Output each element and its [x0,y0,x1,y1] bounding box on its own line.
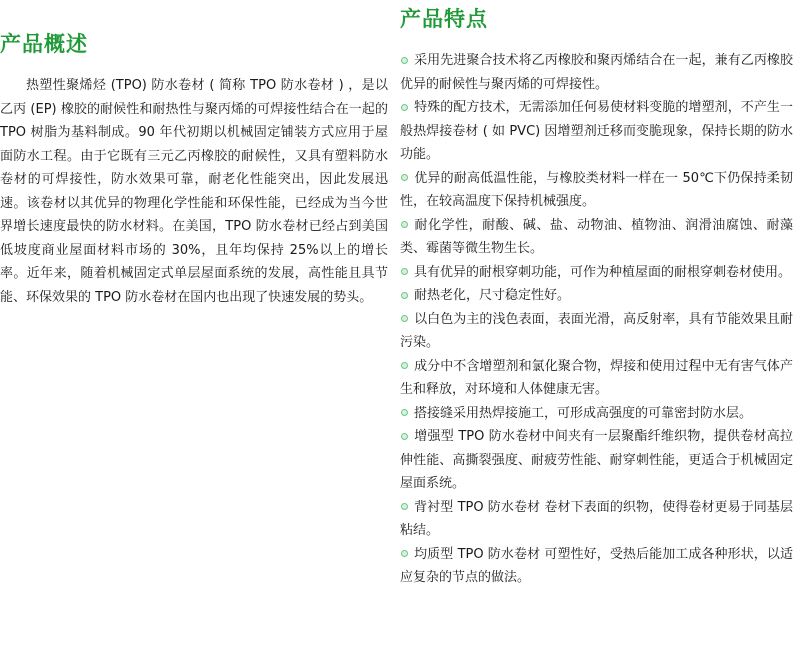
feature-text: 增强型 TPO 防水卷材中间夹有一层聚酯纤维织物，提供卷材高拉伸性能、高撕裂强度、耐疲劳性能、耐穿刺性能，更适合于机械固定屋面系统。 [400,429,793,492]
feature-text: 耐化学性，耐酸、碱、盐、动物油、植物油、润滑油腐蚀、耐藻类、霉菌等微生物生长。 [400,217,793,257]
feature-text: 特殊的配方技术，无需添加任何易使材料变脆的增塑剂，不产生一般热焊接卷材 ( 如 PVC) 因增塑剂迁移而变脆现象，保持长期的防水功能。 [400,100,793,163]
overview-heading: 产品概述 [0,31,88,56]
feature-item [400,496,793,543]
bullet-dot-icon [401,221,408,228]
bullet-dot-icon [401,268,408,275]
feature-text: 耐热老化，尺寸稳定性好。 [414,288,571,304]
feature-item [400,284,793,308]
overview-text: 热塑性聚烯烃 (TPO) 防水卷材 ( 简称 TPO 防水卷材 ) ，是以乙丙 (EP) 橡胶的耐候性和耐热性与聚丙烯的可焊接性结合在一起的 TPO 树脂为基料制成。90 年代初期以机械固定铺装方式应用于屋面防水工程。由于它既有三元乙丙橡胶的耐候性，又具有塑料防水卷材的可焊接性，防水效果可靠，耐老化性能突出，因此发展迅速。该卷材以其优异的物理化学性能和环保性能，已经成为当今世界增长速度最快的防水材料。在美国，TPO 防水卷材已经占到美国低坡度商业屋面材料市场的 30%，且年均保持 25%以上的增长率。近年来，随着机械固定式单层屋面系统的发展，高性能且具节能、环保效果的 TPO 防水卷材在国内也出现了快速发展的势头。 [0,78,388,305]
product-overview-section [0,0,388,309]
feature-item [400,214,793,261]
bullet-dot-icon [401,409,408,416]
feature-item [400,261,793,285]
bullet-dot-icon [401,550,408,557]
features-heading: 产品特点 [400,6,488,31]
bullet-dot-icon [401,503,408,510]
bullet-dot-icon [401,362,408,369]
feature-text: 采用先进聚合技术将乙丙橡胶和聚丙烯结合在一起，兼有乙丙橡胶优异的耐候性与聚丙烯的可焊接性。 [400,53,793,92]
feature-text: 以白色为主的浅色表面，表面光滑，高反射率，具有节能效果且耐污染。 [400,311,793,351]
bullet-dot-icon [401,174,408,181]
feature-text: 具有优异的耐根穿刺功能，可作为种植屋面的耐根穿刺卷材使用。 [414,264,792,280]
feature-item [400,49,793,96]
feature-item [400,96,793,167]
feature-text: 均质型 TPO 防水卷材 可塑性好，受热后能加工成各种形状，以适应复杂的节点的做法。 [400,546,793,586]
product-features-section [400,0,793,590]
feature-item [400,308,793,355]
feature-text: 优异的耐高低温性能，与橡胶类材料一样在一 50℃下仍保持柔韧性，在较高温度下保持机械强度。 [400,170,793,210]
feature-text: 成分中不含增塑剂和氯化聚合物，焊接和使用过程中无有害气体产生和释放，对环境和人体健康无害。 [400,358,793,398]
bullet-dot-icon [401,57,408,64]
bullet-dot-icon [401,292,408,299]
feature-item [400,543,793,590]
feature-item [400,425,793,496]
feature-text: 搭接缝采用热焊接施工，可形成高强度的可靠密封防水层。 [414,405,753,421]
bullet-dot-icon [401,104,408,111]
feature-text: 背衬型 TPO 防水卷材 卷材下表面的织物，使得卷材更易于同基层粘结。 [400,499,793,539]
bullet-dot-icon [401,433,408,440]
features-list [400,49,793,590]
bullet-dot-icon [401,315,408,322]
feature-item [400,402,793,426]
feature-item [400,167,793,214]
feature-item [400,355,793,402]
